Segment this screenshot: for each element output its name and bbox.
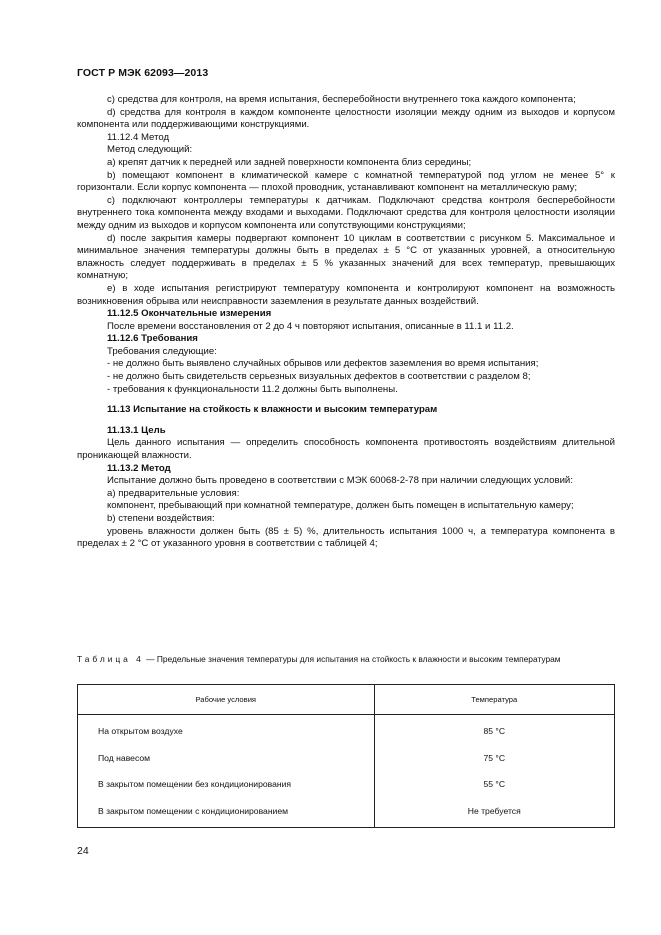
condition-a-text: компонент, пребывающий при комнатной температуре, должен быть помещен в испытательную камеру; [107,500,574,512]
table-cell-condition: В закрытом помещении с кондиционированием [78,798,375,828]
table-cell-temperature: Не требуется [374,798,615,828]
table-caption [77,654,615,665]
table-header-row [78,685,615,715]
table-row [78,715,615,745]
table-cell-temperature: 85 °С [374,715,615,745]
page-number: 24 [77,845,89,857]
method-item-e: e) в ходе испытания регистрируют температуру компонента и контролируют компонент на возможность возникновения обрыва или неисправности заземления в результате данных воздействий. [77,282,615,307]
table-caption-text: — Предельные значения температуры для испытания на стойкость к влажности и высоким температурам [146,654,561,664]
section-11-13-2-heading: 11.13.2 Метод [107,462,171,474]
table-row [78,771,615,798]
document-body [77,94,615,551]
requirement-2: - не должно быть свидетельств серьезных визуальных дефектов в соответствии с разделом 8; [107,371,531,383]
method-intro: Метод следующий: [107,144,193,156]
table-cell-condition: На открытом воздухе [78,715,375,745]
section-11-12-5-heading: 11.12.5 Окончательные измерения [107,308,272,320]
section-11-12-4-heading: 11.12.4 Метод [107,131,170,143]
table-row [78,745,615,772]
condition-b-text: уровень влажности должен быть (85 ± 5) %, длительность испытания 1000 ч, а температура компонента в пределах ± 2 °С от указанного уровня в соответствии с таблицей 4; [77,525,615,550]
requirements-intro: Требования следующие: [107,345,217,357]
table-row [78,798,615,828]
requirement-1: - не должно быть выявлено случайных обрывов или дефектов заземления во время испытания; [107,358,539,370]
section-11-13-heading: 11.13 Испытание на стойкость к влажности и высоким температурам [107,404,438,416]
method-item-c: c) подключают контроллеры температуры к датчикам. Подключают средства контроля бесперебойности внутреннего тока компонента между входами и выходами. Подключают средства для контроля целостности изоляции между одним из выходов и корпусом компонента или сопутствующими конструкциями; [77,194,615,231]
condition-a: a) предварительные условия: [107,487,240,499]
table-caption-label: Таблица 4 [77,654,144,664]
temperature-limits-table [77,684,615,828]
table-cell-condition: В закрытом помещении без кондиционирования [78,771,375,798]
method-item-a: a) крепят датчик к передней или задней поверхности компонента близ середины; [107,156,472,168]
final-measurements-text: После времени восстановления от 2 до 4 ч повторяют испытания, описанные в 11.1 и 11.2. [107,320,514,332]
header-temperature: Температура [374,685,615,715]
section-11-12-6-heading: 11.12.6 Требования [107,333,198,345]
header-conditions: Рабочие условия [78,685,375,715]
paragraph-c-continued: c) средства для контроля, на время испытания, бесперебойности внутреннего тока каждого компонента; [107,94,576,105]
method-item-b: b) помещают компонент в климатической камере с комнатной температурой под углом не менее 5° к горизонтали. Если корпус компонента — плохой проводник, устанавливают компонент на металлическую раму; [77,169,615,194]
table-cell-condition: Под навесом [78,745,375,772]
condition-b: b) степени воздействия: [107,513,215,524]
method-item-d: d) после закрытия камеры подвергают компонент 10 циклам в соответствии с рисунком 5. Максимальное и минимальное значения температуры должны быть в пределах ± 5 °С от указанных уровней, а относительную влажность следует поддерживать в пределах ± 5 % указанных значений для всех температур, превышающих комнатную; [77,232,615,282]
method2-intro: Испытание должно быть проведено в соответствии с МЭК 60068-2-78 при наличии следующих условий: [107,475,573,487]
table-cell-temperature: 75 °С [374,745,615,772]
section-11-13-1-heading: 11.13.1 Цель [107,424,166,436]
paragraph-d-continued: d) средства для контроля в каждом компоненте целостности изоляции между одним из выходов и корпусом компонента или поддерживающими конструкциями. [77,106,615,131]
purpose-text: Цель данного испытания — определить способность компонента противостоять воздействиям длительной проникающей влажности. [77,437,615,462]
requirement-3: - требования к функциональности 11.2 должны быть выполнены. [107,383,398,395]
table-cell-temperature: 55 °С [374,771,615,798]
document-header: ГОСТ Р МЭК 62093—2013 [77,67,209,79]
